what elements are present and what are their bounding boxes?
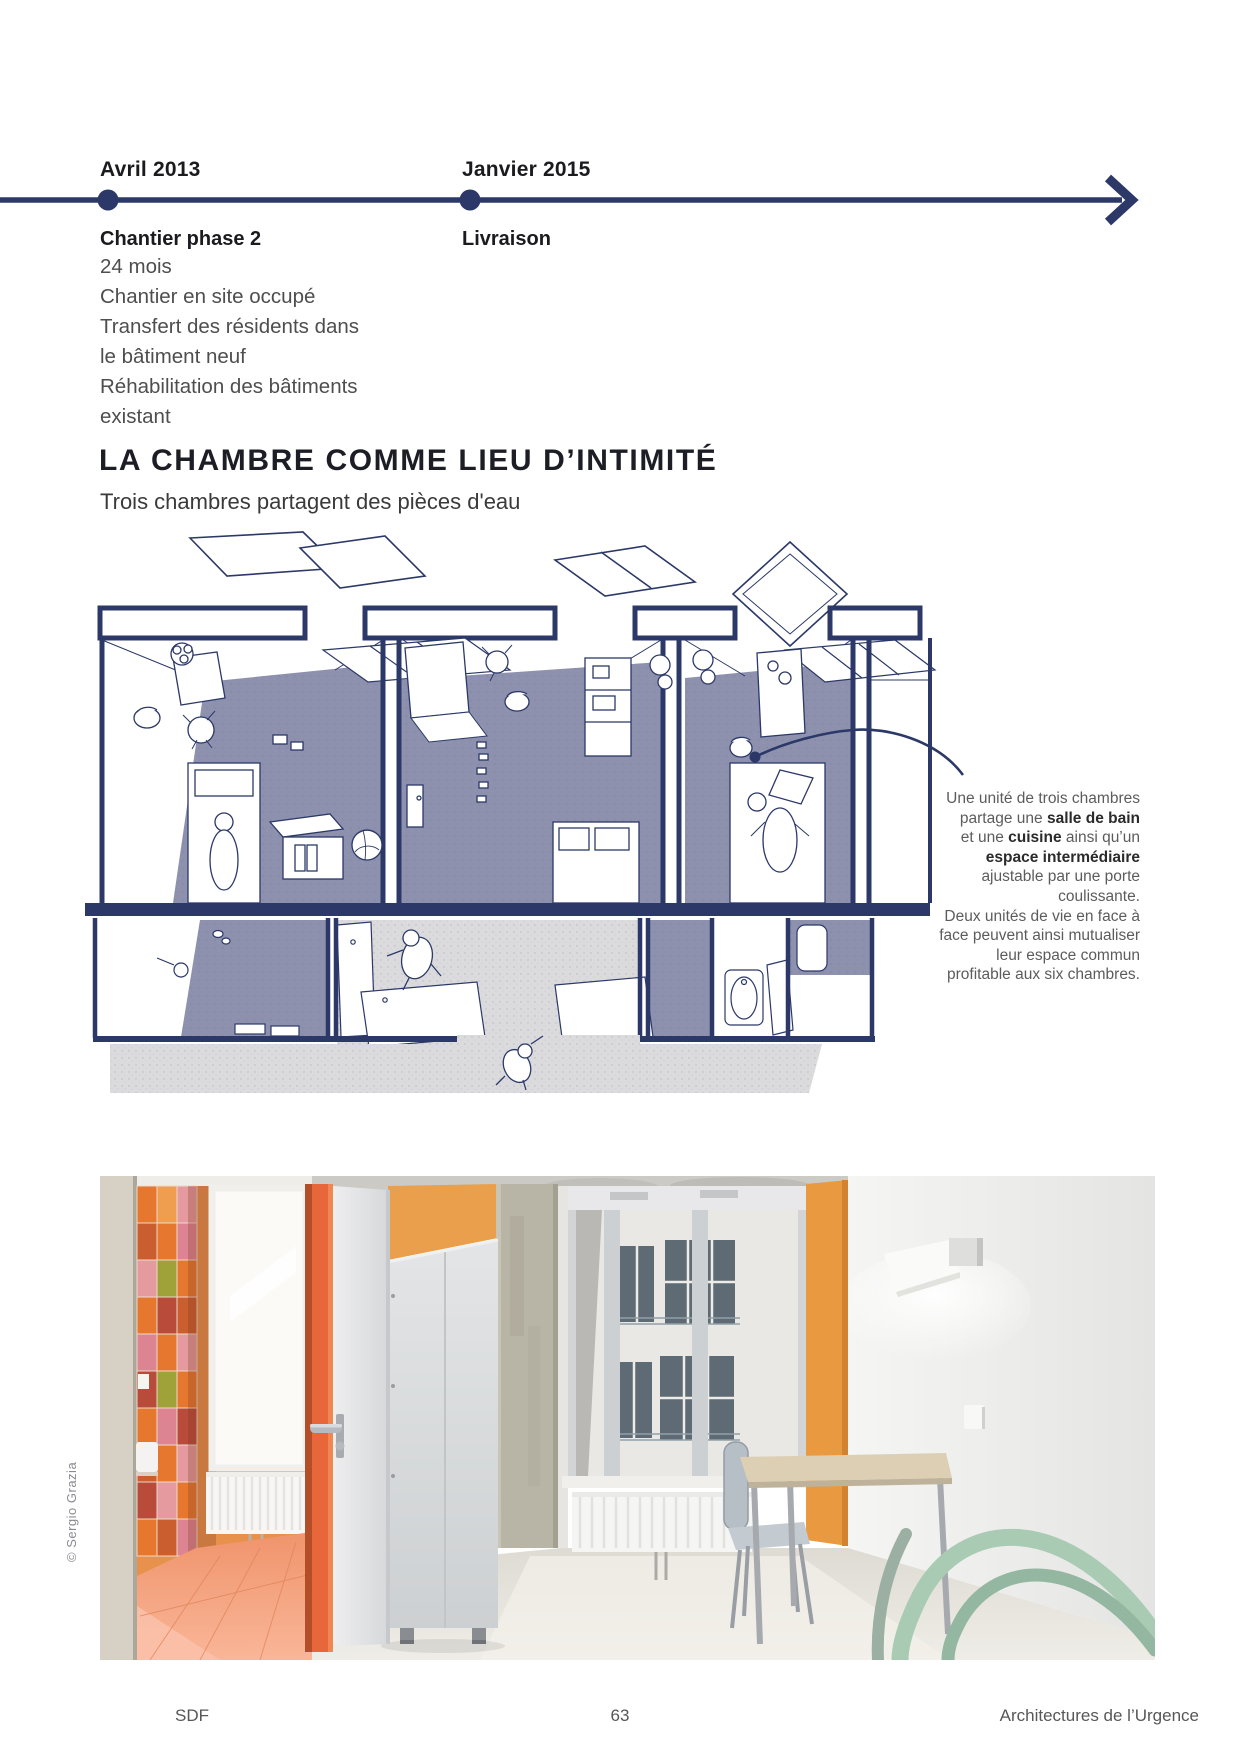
- list-item: Transfert des résidents dans: [100, 315, 360, 338]
- concrete-column: [496, 1184, 558, 1548]
- timeline-event-details: [100, 252, 359, 432]
- annotation-line: coulissante.: [1058, 887, 1140, 905]
- timeline-event-title-2: Livraison: [462, 228, 551, 250]
- timeline-event-title-1: Chantier phase 2: [100, 228, 262, 250]
- annotation-line: partage une salle de bain: [959, 809, 1140, 827]
- annotation-line: Une unité de trois chambres: [946, 790, 1140, 807]
- footer-page-number: 63: [610, 1706, 630, 1725]
- bathroom1-floor: [181, 920, 328, 1037]
- footer-left: SDF: [175, 1706, 209, 1725]
- list-item: 24 mois: [100, 255, 172, 278]
- bathroom2-floor: [650, 920, 710, 1037]
- bathroom-switch: [138, 1374, 149, 1389]
- wardrobe: [381, 1240, 505, 1653]
- section-subtitle: Trois chambres partagent des pièces d'eau: [100, 489, 521, 514]
- annotation-line: ajustable par une porte: [981, 868, 1140, 886]
- photo-left-wall: [100, 1176, 135, 1660]
- annotation-line: profitable aux six chambres.: [947, 966, 1140, 984]
- annotation-line: espace intermédiaire: [985, 848, 1140, 866]
- timeline-date-2: Janvier 2015: [462, 158, 591, 181]
- lower-band: [93, 918, 875, 1047]
- photo-bathroom: [136, 1176, 312, 1660]
- annotation-line: face peuvent ainsi mutualiser: [939, 927, 1140, 945]
- list-item: Réhabilitation des bâtiments: [100, 375, 358, 398]
- light-switch: [964, 1405, 985, 1429]
- annotation-line: Deux unités de vie en face à: [944, 907, 1140, 925]
- sink: [136, 1442, 158, 1472]
- annotation-line: leur espace commun: [996, 946, 1140, 964]
- annotation-line: et une cuisine ainsi qu’un: [960, 829, 1140, 847]
- list-item: le bâtiment neuf: [100, 345, 246, 368]
- footer-right: Architectures de l’Urgence: [999, 1706, 1199, 1725]
- list-item: existant: [100, 405, 171, 428]
- ground-strip: [110, 1044, 822, 1093]
- list-item: Chantier en site occupé: [100, 285, 316, 308]
- photo-window: [562, 1186, 808, 1488]
- bathroom-door: [305, 1184, 390, 1652]
- timeline-dot-1: [98, 190, 119, 211]
- floor-slab: [85, 903, 930, 916]
- timeline-date-1: Avril 2013: [100, 158, 201, 181]
- photo-credit: © Sergio Grazia: [64, 1461, 79, 1562]
- timeline-dot-2: [460, 190, 481, 211]
- orange-wall-right: [806, 1180, 848, 1546]
- room-photo: [100, 1176, 1155, 1660]
- annotation-text: [820, 789, 1140, 985]
- bathroom-window: [212, 1188, 306, 1468]
- section-title: LA CHAMBRE COMME LIEU D’INTIMITÉ: [99, 444, 718, 477]
